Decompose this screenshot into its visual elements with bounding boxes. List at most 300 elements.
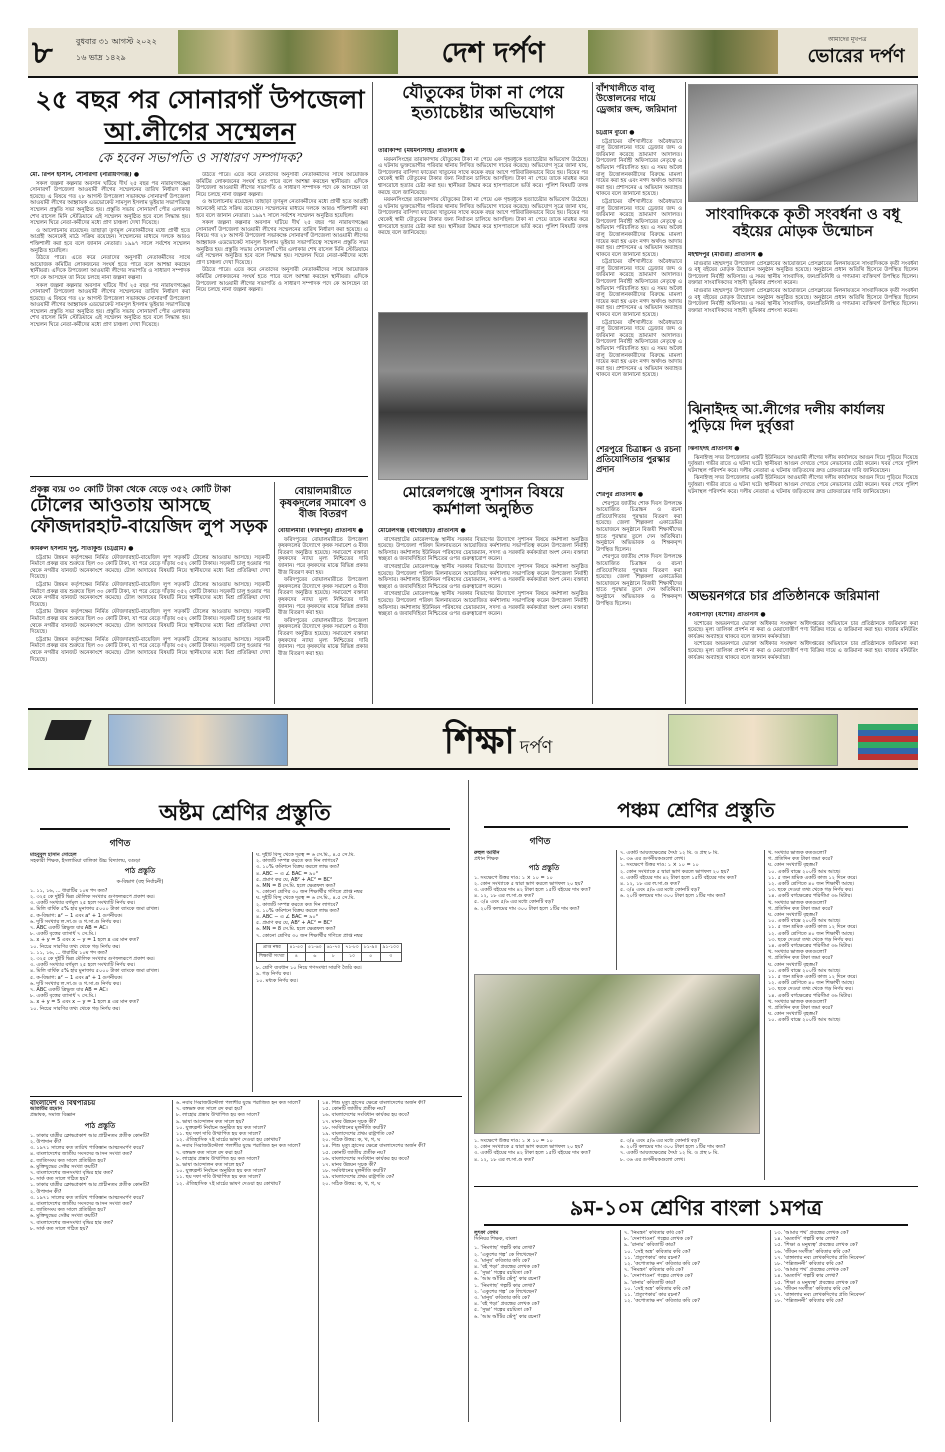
bangla-col2 <box>624 1230 768 1422</box>
table-cell: ৮১-৯০ <box>361 943 380 952</box>
question-item: ১১. ‘প্রত্যুপকার’ কার রচনা? <box>624 1254 681 1261</box>
question-item: ৬. MN = 8 সে.মি. হলে ক্ষেত্রফল কত? <box>256 883 336 890</box>
question-item: ৯. x + y = 5 এবং x − y = 1 হলে x এর মান কত? <box>30 937 139 944</box>
bangla-teacher: লুৎফা বেগম <box>474 1230 499 1236</box>
story1-paragraph: উঠতে পারে। এতে করে নেতাদের অনুসারী নেতাকর্মীদের সাথে আয়োজক কমিটির লোকজনের সংঘর্ষ হতে পারে বলে আশঙ্কা করছেন স্থানীয়রা। এদিকে উপজেলা আওয়ামী লীগের সভাপতি ও সাধারণ সম্পাদক পদে কে আসছেন তা নিয়ে চলছে নানা জল্পনা কল্পনা। <box>196 267 368 294</box>
story1-paragraph: সকল জল্পনা কল্পনার অবসান ঘটিয়ে দীর্ঘ ২৫ বছর পর নারায়ণগঞ্জের সোনারগাঁ উপজেলা আওয়ামী লীগের সম্মেলনের তারিখ নির্ধারণ করা হয়েছে। এ বিষয়ে গত ২৮ আগস্ট উপজেলা সভাকক্ষে সোনারগাঁ উপজেলা আওয়ামী লীগের আহ্বায়ক এডভোকেট সামসুল ইসলাম ভূইয়ার সভাপতিত্বে সম্মেলন প্রস্তুতি সভা অনুষ্ঠিত হয়। প্রস্তুতি সভায় সোনারগাঁ পৌর এলাকার শেখ রাসেল মিনি স্টেডিয়ামে এই সম্মেলন অনুষ্ঠিত হবে বলে সিদ্ধান্ত হয়। সম্মেলন ঘিরে নেতা-কর্মীদের মধ্যে প্রাণ চাঞ্চল্য দেখা দিয়েছে। <box>30 282 190 329</box>
question-item: ৪. মিলি বার্ষিক ৫% হার মুনাফায় ৫০০০ টাকা ব্যাংকে জমা রাখল। <box>30 968 160 975</box>
question-item: গ. প্রতিদিন কত টাকা জমা করে? <box>768 856 833 863</box>
question-item: ৪. ‘বই পড়া’ প্রবন্ধের লেখক কে? <box>474 1264 540 1271</box>
class5-below-photo <box>474 1138 760 1184</box>
question-item: ১৪. ‘মমতাদি’ গল্পটি কার লেখা? <box>774 1273 839 1280</box>
question-item: ১৫. কোনটি জাতীয় প্রতীক নয়? <box>322 1106 386 1113</box>
story8-headline: টোলের আওতায় আসছে ফৌজদারহাট-বায়েজিদ লুপ সড়ক <box>30 495 268 537</box>
story7-byline: শেরপুর প্রতিনিধি ● <box>596 492 644 498</box>
masthead-photo-strip-right <box>588 30 778 74</box>
story1-headline-2: আ.লীগের সম্মেলন <box>104 117 296 146</box>
story6-paragraph: যশোরের অভয়নগরে ভোক্তা অধিকার সংরক্ষণ অধিদপ্তরের অভিযানে চার প্রতিষ্ঠানকে জরিমানা করা হয়েছে। মূল্য তালিকা প্রদর্শন না করা ও মেয়াদোত্তীর্ণ পণ্য বিক্রির দায়ে এ জরিমানা করা হয়। বাজার মনিটরিং কার্যক্রম অব্যাহত থাকবে বলে জানান কর্মকর্তারা। <box>688 620 918 640</box>
question-item: ঘ. কোন সংখ্যাটি বৃহত্তম? <box>768 912 818 919</box>
question-item: ৩. একটি বইয়ের দাম ৪২ টাকা হলে ১৫টি বইয়ের দাম কত? <box>620 874 737 881</box>
class8-col-left <box>30 852 250 1092</box>
story9-paragraph: ফরিদপুরের বোয়ালমারীতে উপজেলা কৃষকদলের উদ্যোগে কৃষক সমাবেশ ও বীজ বিতরণ অনুষ্ঠিত হয়েছে। সমাবেশে বক্তারা কৃষকদের ন্যায্য মূল্য নিশ্চিতের দাবি জানান। পরে কৃষকদের মাঝে বিভিন্ন প্রকার বীজ বিতরণ করা হয়। <box>278 536 368 576</box>
table-cell: ৭১-৮০ <box>343 943 362 952</box>
question-item: ১৫. ‘শিক্ষা ও মনুষ্যত্ব’ প্রবন্ধের লেখক কে? <box>774 1242 858 1249</box>
bangla-title: ৯ম-১০ম শ্রেণির বাংলা ১মপত্র <box>569 1195 823 1220</box>
question-item: ৬. ২০টি কলমের দাম ৩০০ টাকা হলে ১টির দাম কত? <box>620 1144 726 1151</box>
banner-title <box>358 714 638 774</box>
class5-section-title: পাঠ প্রস্তুতি <box>528 864 560 873</box>
story4-byline: মহম্মদপুর (মাগুরা) প্রতিনিধি ● <box>688 252 763 258</box>
question-item: ঘ. কোন সংখ্যাটি বৃহত্তম? <box>768 961 818 968</box>
question-item: ৩. একটি বইয়ের দাম ৪২ টাকা হলে ১৫টি বইয়ের দাম কত? <box>474 1150 591 1157</box>
question-item: ১৫. কোনটি জাতীয় প্রতীক নয়? <box>322 1149 386 1156</box>
question-item: ৮. ‘দেনাপাওনা’ গল্পের লেখক কে? <box>624 1236 693 1243</box>
story1-paragraph: উঠতে পারে। এতে করে নেতাদের অনুসারী নেতাকর্মীদের সাথে আয়োজক কমিটির লোকজনের সংঘর্ষ হতে পারে বলে আশঙ্কা করছেন স্থানীয়রা। এদিকে উপজেলা আওয়ামী লীগের সভাপতি ও সাধারণ সম্পাদক পদে কে আসছেন তা নিয়ে চলছে নানা জল্পনা কল্পনা। <box>30 255 190 281</box>
marks-table <box>256 943 402 962</box>
question-item: গ. প্রতিদিন কত টাকা জমা করে? <box>768 955 833 962</box>
question-item: ৫. ৩/৪ এবং ৫/৬ এর মধ্যে কোনটি বড়? <box>620 1138 700 1144</box>
question-item: ২. উপাদান কী? <box>30 1188 62 1195</box>
question-item: ৩. ১০% কমিশনে বিক্রয় করলে লাভ কত? <box>256 864 340 871</box>
story1-paragraph: ও আলোচনায় রয়েছেন। তাছাড়া তৃণমূল নেতাকর্মীদের মধ্যে প্রার্থী হতে আগ্রহী অনেকেই মাঠে সক্রিয় রয়েছেন। সম্মেলনের মাধ্যমে দলকে আরও শক্তিশালী করা হবে বলে জানান নেতারা। ১৯৯৭ সালে সর্বশেষ সম্মেলন অনুষ্ঠিত হয়েছিল। <box>196 199 368 219</box>
class5-title: পঞ্চম শ্রেণির প্রস্তুতি <box>617 798 775 822</box>
question-item: ৭. ‘নিমন্ত্রণ’ কবিতার কবি কে? <box>624 1267 684 1274</box>
question-item: ২. ‘একুশের গল্প’ কে লিখেছেন? <box>474 1251 537 1258</box>
question-item: ৯. x + y = 5 এবং x − y = 1 হলে x এর মান কত? <box>30 999 139 1006</box>
class5-subject: গণিত <box>529 837 551 847</box>
divider <box>592 82 593 704</box>
story10-headline: মোরেলগঞ্জে সুশাসন বিষয়ে কর্মশালা অনুষ্ঠিত <box>402 483 564 519</box>
question-item: ১০. ‘সেই অস্ত্র’ কবিতার কবি কে? <box>624 1285 691 1292</box>
story9-byline: বোয়ালমারী (ফরিদপুর) প্রতিনিধি ● <box>278 528 364 534</box>
story3-paragraph: চট্টগ্রামের বাঁশখালীতে অবৈধভাবে বালু উত্তোলনের দায়ে ড্রেজার জব্দ ও জরিমানা করেছে ভ্রাম্যমাণ আদালত। উপজেলা নির্বাহী অফিসারের নেতৃত্বে এ অভিযান পরিচালিত হয়। এ সময় অবৈধ বালু উত্তোলনকারীদের বিরুদ্ধে মামলা দায়ের করা হয় এবং নগদ অর্থদণ্ড আদায় করা হয়। প্রশাসনের এ অভিযান অব্যাহত থাকবে বলে জানানো হয়েছে। <box>596 319 682 379</box>
banner-title-main: শিক্ষা <box>443 720 515 762</box>
question-item: ৭. ABC একটি ত্রিভুজ যার AB = AC। <box>30 925 108 932</box>
story6-body <box>688 612 918 704</box>
question-item: ৭. ABC একটি ত্রিভুজ যার AB = AC। <box>30 987 108 994</box>
class8-subject: গণিত <box>109 839 131 849</box>
table-cell: ৬ <box>306 953 325 962</box>
bangla-col1 <box>474 1230 618 1422</box>
question-item: ৪. ১২, ১৮ এর ল.সা.গু কত? <box>474 1156 534 1163</box>
question-item: ৪. মিলি বার্ষিক ৫% হার মুনাফায় ৫০০০ টাকা ব্যাংকে জমা রাখল। <box>30 906 160 913</box>
story7-paragraph: শেরপুরে জাতীয় শোক দিবস উপলক্ষে আয়োজিত চিত্রাঙ্কন ও রচনা প্রতিযোগিতার পুরস্কার বিতরণ করা হয়েছে। জেলা শিল্পকলা একাডেমির আয়োজনে অনুষ্ঠানে বিজয়ী শিক্ষার্থীদের হাতে পুরস্কার তুলে দেন অতিথিরা। অনুষ্ঠানে অভিভাবক ও শিক্ষকবৃন্দ উপস্থিত ছিলেন। <box>596 554 682 607</box>
question-item: ৬. ‘আম আঁটির ভেঁপু’ কার রচনা? <box>474 1313 541 1320</box>
question-item: ৬. ২০টি কলমের দাম ৩০০ টাকা হলে ১টির দাম কত? <box>474 905 580 912</box>
table-cell: ৬১-৭০ <box>324 943 343 952</box>
question-item: ১১. ছয় দফা দাবি উত্থাপিত হয় কত সালে? <box>176 1174 261 1181</box>
story1-paragraph: সকল জল্পনা কল্পনার অবসান ঘটিয়ে দীর্ঘ ২৫ বছর পর নারায়ণগঞ্জের সোনারগাঁ উপজেলা আওয়ামী লীগের সম্মেলনের তারিখ নির্ধারণ করা হয়েছে। এ বিষয়ে গত ২৮ আগস্ট উপজেলা সভাকক্ষে সোনারগাঁ উপজেলা আওয়ামী লীগের আহ্বায়ক এডভোকেট সামসুল ইসলাম ভূইয়ার সভাপতিত্বে সম্মেলন প্রস্তুতি সভা অনুষ্ঠিত হয়। প্রস্তুতি সভায় সোনারগাঁ পৌর এলাকার শেখ রাসেল মিনি স্টেডিয়ামে এই সম্মেলন অনুষ্ঠিত হবে বলে সিদ্ধান্ত হয়। সম্মেলন ঘিরে নেতা-কর্মীদের মধ্যে প্রাণ চাঞ্চল্য দেখা দিয়েছে। <box>196 220 368 266</box>
divider <box>172 1100 173 1422</box>
story5-byline: ঝিনাইদহ প্রতিনিধি ● <box>688 446 740 452</box>
question-item: ১. সংক্ষেপে উত্তর দাও: ১ × ১০ = ১০ <box>620 862 699 869</box>
table-row <box>257 953 402 962</box>
education-banner <box>28 708 918 770</box>
story1-headline-1: ২৫ বছর পর সোনারগাঁ উপজেলা <box>35 85 365 114</box>
question-item: ১৪. শিশু মৃত্যু হ্রাসের ক্ষেত্রে বাংলাদেশের অর্জন কী? <box>322 1100 426 1106</box>
story2-headline: যৌতুকের টাকা না পেয়ে হত্যাচেষ্টার অভিযোগ <box>402 83 564 123</box>
table-cell: শিক্ষার্থী সংখ্যা <box>257 953 288 962</box>
question-item: ঘ. কোন সংখ্যাটি বৃহত্তম? <box>768 1011 818 1018</box>
question-item: ৮. লাহোর প্রস্তাব উত্থাপিত হয় কত সালে? <box>176 1155 260 1162</box>
question-item: ৬. ২০টি কলমের দাম ৩০০ টাকা হলে ১টির দাম কত? <box>620 893 726 900</box>
bd-title: বাংলাদেশ ও বিশ্বপরিচয় <box>30 1100 96 1107</box>
workshop-photo <box>378 312 588 480</box>
question-item: ১৪. ‘মমতাদি’ গল্পটি কার লেখা? <box>774 1236 839 1243</box>
question-item: ২. ৩২৫ কে দুইটি ভিন্ন মৌলিক সংখ্যার গুণফলরূপে প্রকাশ কর। <box>30 894 155 901</box>
question-item: ৫. প্রমাণ কর যে, AB² + AC² = BC² <box>256 876 333 883</box>
question-item: ১৫. ‘শিক্ষা ও মনুষ্যত্ব’ প্রবন্ধের লেখক কে? <box>774 1279 858 1286</box>
question-item: ১. ‘নিমগাছ’ গল্পটি কার লেখা? <box>474 1282 536 1289</box>
question-item: ৫. ৩/৪ এবং ৫/৬ এর মধ্যে কোনটি বড়? <box>620 887 700 894</box>
question-item: ৩. একটি সংখ্যার বর্গমূল ২৫ হলে সংখ্যাটি নির্ণয় কর। <box>30 900 136 907</box>
story9-paragraph: ফরিদপুরের বোয়ালমারীতে উপজেলা কৃষকদলের উদ্যোগে কৃষক সমাবেশ ও বীজ বিতরণ অনুষ্ঠিত হয়েছে। সমাবেশে বক্তারা কৃষকদের ন্যায্য মূল্য নিশ্চিতের দাবি জানান। পরে কৃষকদের মাঝে বিভিন্ন প্রকার বীজ বিতরণ করা হয়। <box>278 577 368 617</box>
story3-paragraph: চট্টগ্রামের বাঁশখালীতে অবৈধভাবে বালু উত্তোলনের দায়ে ড্রেজার জব্দ ও জরিমানা করেছে ভ্রাম্যমাণ আদালত। উপজেলা নির্বাহী অফিসারের নেতৃত্বে এ অভিযান পরিচালিত হয়। এ সময় অবৈধ বালু উত্তোলনকারীদের বিরুদ্ধে মামলা দায়ের করা হয় এবং নগদ অর্থদণ্ড আদায় করা হয়। প্রশাসনের এ অভিযান অব্যাহত থাকবে বলে জানানো হয়েছে। <box>596 259 682 319</box>
story7-body <box>596 492 682 704</box>
question-item: ৮. ৩৬ এর গুণনীয়কগুলো লেখ। <box>620 856 686 863</box>
divider <box>30 1096 462 1097</box>
divider <box>252 852 253 1092</box>
class5-title-rule <box>484 826 908 828</box>
story7-paragraph: শেরপুরে জাতীয় শোক দিবস উপলক্ষে আয়োজিত চিত্রাঙ্কন ও রচনা প্রতিযোগিতার পুরস্কার বিতরণ করা হয়েছে। জেলা শিল্পকলা একাডেমির আয়োজনে অনুষ্ঠানে বিজয়ী শিক্ষার্থীদের হাতে পুরস্কার তুলে দেন অতিথিরা। অনুষ্ঠানে অভিভাবক ও শিক্ষকবৃন্দ উপস্থিত ছিলেন। <box>596 500 682 553</box>
class8-title-rule <box>40 828 450 830</box>
story3-body <box>596 130 682 440</box>
question-item: ১১. ৫ জন শ্রমিক একটি কাজ ১২ দিনে করে। <box>768 924 858 931</box>
story8-paragraph: চট্টগ্রাম উন্নয়ন কর্তৃপক্ষের নির্মিত ফৌজদারহাট-বায়েজিদ লুপ সড়কটি টোলের আওতায় আসছে। সড়কটি নির্মাণে প্রকল্প ব্যয় শুরুতে ছিল ৩০ কোটি টাকা, যা পরে বেড়ে দাঁড়ায় ৩৫২ কোটি টাকায়। সড়কটি চালু হওয়ার পর থেকে নগরীর যানজট অনেকাংশে কমেছে। টোল আদায়ের বিষয়টি নিয়ে স্থানীয়দের মধ্যে মিশ্র প্রতিক্রিয়া দেখা দিয়েছে। <box>30 554 270 581</box>
question-item: ১. ঢাকার যাত্রীর ক্লোভপ্রকাশ আর প্রাচীনতম প্রতীক কোনটি? <box>30 1132 150 1139</box>
story8-paragraph: চট্টগ্রাম উন্নয়ন কর্তৃপক্ষের নির্মিত ফৌজদারহাট-বায়েজিদ লুপ সড়কটি টোলের আওতায় আসছে। সড়কটি নির্মাণে প্রকল্প ব্যয় শুরুতে ছিল ৩০ কোটি টাকা, যা পরে বেড়ে দাঁড়ায় ৩৫২ কোটি টাকায়। সড়কটি চালু হওয়ার পর থেকে নগরীর যানজট অনেকাংশে কমেছে। টোল আদায়ের বিষয়টি নিয়ে স্থানীয়দের মধ্যে মিশ্র প্রতিক্রিয়া দেখা দিয়েছে। <box>30 581 270 608</box>
question-item: ১৩. ছকে দেওয়া তথ্য থেকে গড় নির্ণয় কর। <box>768 887 853 894</box>
question-item: ৪. ১২, ১৮ এর ল.সা.গু কত? <box>474 893 534 900</box>
story5-paragraph: ঝিনাইদহ সদর উপজেলার একটি ইউনিয়নে আওয়ামী লীগের দলীয় কার্যালয়ে আগুন দিয়ে পুড়িয়ে দিয়েছে দুর্বৃত্তরা। গভীর রাতে এ ঘটনা ঘটে। স্থানীয়রা আগুন দেখতে পেয়ে নেভানোর চেষ্টা করেন। খবর পেয়ে পুলিশ ঘটনাস্থল পরিদর্শন করে। দলীয় নেতারা এ ঘটনায় জড়িতদের দ্রুত গ্রেফতারের দাবি জানিয়েছেন। <box>688 454 918 474</box>
class5-col-mid <box>620 850 760 970</box>
divider <box>616 850 617 970</box>
story5-paragraph: ঝিনাইদহ সদর উপজেলার একটি ইউনিয়নে আওয়ামী লীগের দলীয় কার্যালয়ে আগুন দিয়ে পুড়িয়ে দিয়েছে দুর্বৃত্তরা। গভীর রাতে এ ঘটনা ঘটে। স্থানীয়রা আগুন দেখতে পেয়ে নেভানোর চেষ্টা করেন। খবর পেয়ে পুলিশ ঘটনাস্থল পরিদর্শন করে। দলীয় নেতারা এ ঘটনায় জড়িতদের দ্রুত গ্রেফতারের দাবি জানিয়েছেন। <box>688 475 918 495</box>
story3-headline: বাঁশখালীতে বালু উত্তোলনের দায়ে ড্রেজার জব্দ, জরিমানা <box>596 84 677 115</box>
story8-kicker: প্রকল্প ব্যয় ৩০ কোটি টাকা থেকে বেড়ে ৩৫২ কোটি টাকা <box>30 485 231 495</box>
question-item: ৯. ভাষা আন্দোলন কত সালে হয়? <box>176 1118 245 1125</box>
question-item: ৭. কোনো শ্রেণির ৩০ জন শিক্ষার্থীর গণিতে প্রাপ্ত নম্বর <box>256 889 363 896</box>
page-number: ৮ <box>32 33 53 71</box>
bd-school: প্রভাষক, সমাজ বিজ্ঞান <box>30 1112 76 1119</box>
question-item: ১০. মধ্যক নির্ণয় কর। <box>256 977 298 984</box>
question-item: ১৩. ‘আমার পথ’ প্রবন্ধের লেখক কে? <box>774 1230 849 1236</box>
question-item: খ. সংখ্যার ভাজক কতগুলো? <box>768 850 827 856</box>
question-item: ১২. একটি শ্রেণিতে ৪০ জন শিক্ষার্থী আছে। <box>768 930 855 937</box>
question-item: ১৮. ‘পল্লিজননী’ কবিতার কবি কে? <box>774 1298 844 1305</box>
question-item: ৮. একটি বৃত্তের ব্যাসার্ধ ৭ সে.মি.। <box>30 993 97 1000</box>
question-item: ৭. বাংলাদেশের জনসংখ্যা বৃদ্ধির হার কত? <box>30 1170 114 1177</box>
class5-teacher: রুহুল আমীন <box>474 850 500 856</box>
question-item: ১৩. ‘আমার পথ’ প্রবন্ধের লেখক কে? <box>774 1267 849 1274</box>
story1-paragraph: সকল জল্পনা কল্পনার অবসান ঘটিয়ে দীর্ঘ ২৫ বছর পর নারায়ণগঞ্জের সোনারগাঁ উপজেলা আওয়ামী লীগের সম্মেলনের তারিখ নির্ধারণ করা হয়েছে। এ বিষয়ে গত ২৮ আগস্ট উপজেলা সভাকক্ষে সোনারগাঁ উপজেলা আওয়ামী লীগের আহ্বায়ক এডভোকেট সামসুল ইসলাম ভূইয়ার সভাপতিত্বে সম্মেলন প্রস্তুতি সভা অনুষ্ঠিত হয়। প্রস্তুতি সভায় সোনারগাঁ পৌর এলাকার শেখ রাসেল মিনি স্টেডিয়ামে এই সম্মেলন অনুষ্ঠিত হবে বলে সিদ্ধান্ত হয়। সম্মেলন ঘিরে নেতা-কর্মীদের মধ্যে প্রাণ চাঞ্চল্য দেখা দিয়েছে। <box>30 180 190 227</box>
question-item: ২০. সঠিক উত্তর: ক, খ, গ, ঘ <box>322 1180 381 1187</box>
story8-paragraph: চট্টগ্রাম উন্নয়ন কর্তৃপক্ষের নির্মিত ফৌজদারহাট-বায়েজিদ লুপ সড়কটি টোলের আওতায় আসছে। সড়কটি নির্মাণে প্রকল্প ব্যয় শুরুতে ছিল ৩০ কোটি টাকা, যা পরে বেড়ে দাঁড়ায় ৩৫২ কোটি টাকায়। সড়কটি চালু হওয়ার পর থেকে নগরীর যানজট অনেকাংশে কমেছে। টোল আদায়ের বিষয়টি নিয়ে স্থানীয়দের মধ্যে মিশ্র প্রতিক্রিয়া দেখা দিয়েছে। <box>30 636 270 663</box>
masthead <box>28 28 918 78</box>
story8-paragraph: চট্টগ্রাম উন্নয়ন কর্তৃপক্ষের নির্মিত ফৌজদারহাট-বায়েজিদ লুপ সড়কটি টোলের আওতায় আসছে। সড়কটি নির্মাণে প্রকল্প ব্যয় শুরুতে ছিল ৩০ কোটি টাকা, যা পরে বেড়ে দাঁড়ায় ৩৫২ কোটি টাকায়। সড়কটি চালু হওয়ার পর থেকে নগরীর যানজট অনেকাংশে কমেছে। টোল আদায়ের বিষয়টি নিয়ে স্থানীয়দের মধ্যে মিশ্র প্রতিক্রিয়া দেখা দিয়েছে। <box>30 609 270 636</box>
question-item: ৯. ‘রানার’ কবিতাটি কার? <box>624 1242 676 1249</box>
question-item: ১১. ‘প্রত্যুপকার’ কার রচনা? <box>624 1292 681 1299</box>
question-item: ৫. ক-বিভাগ: a² − 1 এবং a² + 1 গুণনীয়ক। <box>30 912 123 919</box>
question-item: ৭. বঙ্গভঙ্গ কত সালে রদ করা হয়? <box>176 1149 243 1156</box>
question-item: ১৬. বাংলাদেশের সংবিধান কার্যকর হয় কবে? <box>322 1155 410 1162</box>
question-item: খ. সংখ্যার ভাজক কতগুলো? <box>768 998 827 1005</box>
question-item: ১২. একটি শ্রেণিতে ৪০ জন শিক্ষার্থী আছে। <box>768 881 855 888</box>
divider <box>620 1230 621 1422</box>
table-cell: ৫ <box>361 953 380 962</box>
question-item: খ. সংখ্যার ভাজক কতগুলো? <box>768 899 827 906</box>
question-item: ৪. বাংলাদেশের জাতীয় সংসদের আসন সংখ্যা কত? <box>30 1201 133 1208</box>
question-item: ১০. একটি বাক্সে ২০০টি আম আছে। <box>768 1017 841 1024</box>
question-item: গ. প্রতিদিন কত টাকা জমা করে? <box>768 905 833 912</box>
table-cell: প্রাপ্ত নম্বর <box>257 943 288 952</box>
story6-headline: অভয়নগরে চার প্রতিষ্ঠানকে জরিমানা <box>688 589 880 604</box>
story9-paragraph: ফরিদপুরের বোয়ালমারীতে উপজেলা কৃষকদলের উদ্যোগে কৃষক সমাবেশ ও বীজ বিতরণ অনুষ্ঠিত হয়েছে। সমাবেশে বক্তারা কৃষকদের ন্যায্য মূল্য নিশ্চিতের দাবি জানান। পরে কৃষকদের মাঝে বিভিন্ন প্রকার বীজ বিতরণ করা হয়। <box>278 617 368 657</box>
bangla-title-rule <box>484 1224 908 1226</box>
question-item: ৪. ABC − এ ∠ BAC = ৯০° <box>256 870 319 877</box>
bd-col2 <box>176 1100 316 1422</box>
table-cell: ৯১-১০০ <box>380 943 402 952</box>
question-item: ২. কাজটি সম্পন্ন করতে কত দিন লাগবে? <box>256 901 339 908</box>
date-line-1: বুধবার ৩১ আগস্ট ২০২২ <box>76 37 157 46</box>
story10-body <box>378 528 588 704</box>
question-item: ১২. ‘কপোতাক্ষ নদ’ কবিতার কবি কে? <box>624 1261 700 1268</box>
story8-body <box>30 546 270 706</box>
bd-teacher: আতাউর রহমান <box>30 1106 63 1113</box>
question-item: ৬. দুটি সংখ্যার ল.সা.গু ও গ.সা.গু নির্ণয় কর। <box>30 980 121 987</box>
table-cell: ৪১-৫০ <box>287 943 306 952</box>
story1-paragraph: ও আলোচনায় রয়েছেন। তাছাড়া তৃণমূল নেতাকর্মীদের মধ্যে প্রার্থী হতে আগ্রহী অনেকেই মাঠে সক্রিয় রয়েছেন। সম্মেলনের মাধ্যমে দলকে আরও শক্তিশালী করা হবে বলে জানান নেতারা। ১৯৯৭ সালে সর্বশেষ সম্মেলন অনুষ্ঠিত হয়েছিল। <box>30 227 190 254</box>
question-item: ১২. ঐতিহাসিক ৭ই মার্চের ভাষণ দেওয়া হয় কোথায়? <box>176 1180 281 1187</box>
question-item: ১০. যুক্তফ্রন্ট নির্বাচন অনুষ্ঠিত হয় কত সালে? <box>176 1168 266 1175</box>
story3-paragraph: চট্টগ্রামের বাঁশখালীতে অবৈধভাবে বালু উত্তোলনের দায়ে ড্রেজার জব্দ ও জরিমানা করেছে ভ্রাম্যমাণ আদালত। উপজেলা নির্বাহী অফিসারের নেতৃত্বে এ অভিযান পরিচালিত হয়। এ সময় অবৈধ বালু উত্তোলনকারীদের বিরুদ্ধে মামলা দায়ের করা হয় এবং নগদ অর্থদণ্ড আদায় করা হয়। প্রশাসনের এ অভিযান অব্যাহত থাকবে বলে জানানো হয়েছে। <box>596 198 682 258</box>
story2-paragraph: ময়মনসিংহের তারাকান্দায় যৌতুকের টাকা না পেয়ে এক গৃহবধূকে হত্যাচেষ্টার অভিযোগ উঠেছে। এ ঘটনায় ভুক্তভোগীর পরিবার থানায় লিখিত অভিযোগ দায়ের করেছে। অভিযোগ সূত্রে জানা যায়, উপজেলার বাসিন্দা ফাতেমা খাতুনের সাথে কয়েক বছর আগে পারিবারিকভাবে বিয়ে হয়। বিয়ের পর থেকেই স্বামী যৌতুকের টাকার জন্য নির্যাতন চালিয়ে আসছিল। টাকা না পেয়ে তাকে মারধর করে শ্বাসরোধে হত্যার চেষ্টা করা হয়। স্থানীয়রা উদ্ধার করে হাসপাতালে ভর্তি করে। পুলিশ বিষয়টি তদন্ত করছে বলে জানিয়েছে। <box>378 156 588 196</box>
question-item: ৫. জাতিসংঘ কত সালে প্রতিষ্ঠিত হয়? <box>30 1207 106 1214</box>
question-item: ৬. MN = 8 সে.মি. হলে ক্ষেত্রফল কত? <box>256 926 336 933</box>
question-item: ৫. প্রমাণ কর যে, AB² + AC² = BC² <box>256 920 333 927</box>
table-row <box>257 943 402 952</box>
question-item: ৪. ABC − এ ∠ BAC = ৯০° <box>256 914 319 921</box>
story3-byline: চট্টগ্রাম ব্যুরো ● <box>596 130 635 136</box>
question-item: ঘ. কোন সংখ্যাটি বৃহত্তম? <box>768 862 818 869</box>
question-item: ৩. ‘মানুষ’ কবিতার কবি কে? <box>474 1257 530 1264</box>
divider <box>372 82 373 704</box>
story9-headline: বোয়ালমারীতে কৃষকদলের সমাবেশ ও বীজ বিতরণ <box>279 486 367 520</box>
section-title: দেশ দর্পণ <box>441 36 545 69</box>
story9-body <box>278 528 368 704</box>
question-item: ৮. ৩৬ এর গুণনীয়কগুলো লেখ। <box>620 1156 686 1163</box>
story10-byline: মোরেলগঞ্জ (বাগেরহাট) প্রতিনিধি ● <box>378 528 466 534</box>
question-item: গ. প্রতিদিন কত টাকা জমা করে? <box>768 1005 833 1012</box>
divider <box>770 1230 771 1422</box>
story2-paragraph: ময়মনসিংহের তারাকান্দায় যৌতুকের টাকা না পেয়ে এক গৃহবধূকে হত্যাচেষ্টার অভিযোগ উঠেছে। এ ঘটনায় ভুক্তভোগীর পরিবার থানায় লিখিত অভিযোগ দায়ের করেছে। অভিযোগ সূত্রে জানা যায়, উপজেলার বাসিন্দা ফাতেমা খাতুনের সাথে কয়েক বছর আগে পারিবারিকভাবে বিয়ে হয়। বিয়ের পর থেকেই স্বামী যৌতুকের টাকার জন্য নির্যাতন চালিয়ে আসছিল। টাকা না পেয়ে তাকে মারধর করে শ্বাসরোধে হত্যার চেষ্টা করা হয়। স্থানীয়রা উদ্ধার করে হাসপাতালে ভর্তি করে। পুলিশ বিষয়টি তদন্ত করছে বলে জানিয়েছে। <box>378 197 588 237</box>
question-item: ১৬. বাংলাদেশের সংবিধান কার্যকর হয় কবে? <box>322 1112 410 1119</box>
question-item: ৯. ‘রানার’ কবিতাটি কার? <box>624 1279 676 1286</box>
divider <box>318 1100 319 1422</box>
question-item: ৭. বঙ্গভঙ্গ কত সালে রদ করা হয়? <box>176 1106 243 1113</box>
question-item: ১৭. মানব উন্নয়ন সূচক কী? <box>322 1162 377 1169</box>
question-item: ২. কাজটি সম্পন্ন করতে কত দিন লাগবে? <box>256 858 339 865</box>
question-item: ৮. শ্রেণি ব্যবধান ১০ নিয়ে গণসংখ্যা সারণি তৈরি কর। <box>256 965 362 972</box>
question-item: ৩. ‘মানুষ’ কবিতার কবি কে? <box>474 1295 530 1302</box>
brand-tagline: আমাদের মূখপত্র <box>828 36 867 43</box>
question-item: ঘ. দুইটি বিন্দু থেকে দূরত্ব = ৬ সে.মি., ৪.৫ সে.মি. <box>256 895 355 902</box>
story10-paragraph: বাগেরহাটের মোরেলগঞ্জে স্থানীয় সরকার বিভাগের উদ্যোগে সুশাসন বিষয়ে কর্মশালা অনুষ্ঠিত হয়েছে। উপজেলা পরিষদ মিলনায়তনে আয়োজিত কর্মশালায় সভাপতিত্ব করেন উপজেলা নির্বাহী অফিসার। কর্মশালায় ইউনিয়ন পরিষদের চেয়ারম্যান, সদস্য ও সরকারি কর্মকর্তারা অংশ নেন। বক্তারা স্বচ্ছতা ও জবাবদিহিতা নিশ্চিতের ওপর গুরুত্বারোপ করেন। <box>378 536 588 563</box>
question-item: ১৮. সংবিধানের মূলনীতি কয়টি? <box>322 1124 386 1131</box>
class8-col-right <box>256 852 464 1092</box>
bd-col3 <box>322 1100 462 1422</box>
question-item: ৭. একটি আয়তক্ষেত্রের দৈর্ঘ্য ১২ মি. ও প্রস্থ ৮ মি. <box>620 850 719 856</box>
question-item: ১৪. একটি বর্গক্ষেত্রের পরিসীমা ৩৬ মিটার। <box>768 943 852 950</box>
story4-paragraph: মাগুরার মহম্মদপুর উপজেলা প্রেসক্লাবের আয়োজনে প্রেসক্লাবের মিলনায়তনে সাংবাদিককে কৃতী সংবর্ধনা ও বধূ বইয়ের মোড়ক উন্মোচন অনুষ্ঠান অনুষ্ঠিত হয়েছে। অনুষ্ঠানে প্রধান অতিথি হিসেবে উপস্থিত ছিলেন উপজেলা নির্বাহী অফিসার। এ সময় স্থানীয় সাংবাদিক, জনপ্রতিনিধি ও গণ্যমান্য ব্যক্তিবর্গ উপস্থিত ছিলেন। বক্তারা সাংবাদিকদের সাহসী ভূমিকার প্রশংসা করেন। <box>688 287 918 314</box>
question-item: ১. সংক্ষেপে উত্তর দাও: ১ × ১০ = ১০ <box>474 1138 553 1144</box>
story1-paragraph: উঠতে পারে। এতে করে নেতাদের অনুসারী নেতাকর্মীদের সাথে আয়োজক কমিটির লোকজনের সংঘর্ষ হতে পারে বলে আশঙ্কা করছেন স্থানীয়রা। এদিকে উপজেলা আওয়ামী লীগের সভাপতি ও সাধারণ সম্পাদক পদে কে আসছেন তা নিয়ে চলছে নানা জল্পনা কল্পনা। <box>196 172 368 198</box>
question-item: ১৭. মানব উন্নয়ন সূচক কী? <box>322 1118 377 1125</box>
question-item: ৮. লাহোর প্রস্তাব উত্থাপিত হয় কত সালে? <box>176 1112 260 1119</box>
question-item: ১০. ‘সেই অস্ত্র’ কবিতার কবি কে? <box>624 1248 691 1255</box>
divider <box>30 476 368 477</box>
question-item: ৮. সার্ক কত সালে গঠিত হয়? <box>30 1225 89 1232</box>
question-item: ৬. মুক্তিযুদ্ধের সেক্টর সংখ্যা কয়টি? <box>30 1163 98 1170</box>
date-line-2: ১৬ ভাদ্র ১৪২৯ <box>76 53 126 62</box>
question-item: ৩. ১০% কমিশনে বিক্রয় করলে লাভ কত? <box>256 907 340 914</box>
question-item: ১৭. ‘বাঙ্গালার নব্য লেখকদিগের প্রতি নিবেদন’ <box>774 1292 866 1299</box>
class5-col-left <box>474 850 614 970</box>
story1-subhead: কে হবেন সভাপতি ও সাধারণ সম্পাদক? <box>97 151 303 166</box>
story2-body <box>378 148 588 308</box>
question-item: ১৭. ‘বাঙ্গালার নব্য লেখকদিগের প্রতি নিবেদন’ <box>774 1254 866 1261</box>
question-item: ১. সংক্ষেপে উত্তর দাও: ১ × ১০ = ১০ <box>474 874 553 881</box>
story7-headline: শেরপুরে চিত্রাঙ্কন ও রচনা প্রতিযোগিতার পুরস্কার প্রদান <box>596 445 682 475</box>
question-item: ৬. দুটি সংখ্যার ল.সা.গু ও গ.সা.গু নির্ণয় কর। <box>30 918 121 925</box>
question-item: ১১. ছয় দফা দাবি উত্থাপিত হয় কত সালে? <box>176 1131 261 1138</box>
story5-body <box>688 446 918 586</box>
question-item: ৬. নবাব সিরাজউদ্দৌলা পলাশীর যুদ্ধে পরাজিত হন কত সালে? <box>176 1100 301 1106</box>
question-item: ১৮. ‘পল্লিজননী’ কবিতার কবি কে? <box>774 1261 844 1268</box>
question-item: ১৮. সংবিধানের মূলনীতি কয়টি? <box>322 1168 386 1175</box>
question-item: ১. ‘নিমগাছ’ গল্পটি কার লেখা? <box>474 1245 536 1252</box>
bangla-col3 <box>774 1230 918 1422</box>
question-item: ১. ঢাকার যাত্রীর ক্লোভপ্রকাশ আর প্রাচীনতম প্রতীক কোনটি? <box>30 1182 150 1189</box>
question-item: ৬. ‘আম আঁটির ভেঁপু’ কার রচনা? <box>474 1276 541 1283</box>
question-item: ১২. ঐতিহাসিক ৭ই মার্চের ভাষণ দেওয়া হয় কোথায়? <box>176 1137 281 1144</box>
story1-byline: মো. রিপন হাসান, সোনারগাঁ (নারায়ণগঞ্জ) ● <box>30 172 140 178</box>
divider <box>474 1186 918 1187</box>
question-item: ১. ১১, ১৬, ... ধারাটির ১০ম পদ কত? <box>30 887 108 894</box>
story1-body-col2 <box>196 172 368 472</box>
question-item: ১১. ৫ জন শ্রমিক একটি কাজ ১২ দিনে করে। <box>768 974 858 981</box>
classroom-photo <box>474 974 760 1134</box>
question-item: ২০. সঠিক উত্তর: ক, খ, গ, ঘ <box>322 1137 381 1144</box>
question-item: ১৬. ‘জীবন সংগীত’ কবিতার কবি কে? <box>774 1285 851 1292</box>
class5-col-right <box>768 850 918 1180</box>
question-item: ৩. একটি বইয়ের দাম ৪২ টাকা হলে ১৫টি বইয়ের দাম কত? <box>474 887 591 894</box>
question-item: ৬. নবাব সিরাজউদ্দৌলা পলাশীর যুদ্ধে পরাজিত হন কত সালে? <box>176 1143 301 1150</box>
story1-body-col1 <box>30 172 190 472</box>
question-item: ৭. একটি আয়তক্ষেত্রের দৈর্ঘ্য ১২ মি. ও প্রস্থ ৮ মি. <box>620 1150 719 1157</box>
question-item: ১০. একটি বাক্সে ২০০টি আম আছে। <box>768 918 841 925</box>
table-cell: ৩ <box>380 953 402 962</box>
question-item: ২. কোন সংখ্যাকে ৫ দ্বারা ভাগ করলে ভাগফল ২০ হয়? <box>474 880 584 887</box>
question-item: ১. ১১, ১৬, ... ধারাটির ১০ম পদ কত? <box>30 949 108 956</box>
question-item: ৫. জাতিসংঘ কত সালে প্রতিষ্ঠিত হয়? <box>30 1157 106 1164</box>
banner-title-sub: দর্পণ <box>519 737 553 758</box>
question-item: ৭. ‘নিমন্ত্রণ’ কবিতার কবি কে? <box>624 1230 684 1236</box>
question-item: ঘ. দুইটি বিন্দু থেকে দূরত্ব = ৬ সে.মি., ৪.৫ সে.মি. <box>256 852 355 858</box>
table-cell: ৮ <box>324 953 343 962</box>
brand-logo: ভোরের দর্পণ <box>807 45 905 67</box>
question-item: ৩. ১৯৭১ সালের কত তারিখ পাকিস্তান আত্মসমর্পণ করে? <box>30 1145 144 1152</box>
question-item: ৪. ‘বই পড়া’ প্রবন্ধের লেখক কে? <box>474 1301 540 1308</box>
story5-headline: ঝিনাইদহ আ.লীগের দলীয় কার্যালয় পুড়িয়ে দিল দুর্বৃত্তরা <box>688 402 885 435</box>
table-cell: ৫১-৬০ <box>306 943 325 952</box>
bd-col1 <box>30 1100 170 1422</box>
question-item: ১৬. ‘জীবন সংগীত’ কবিতার কবি কে? <box>774 1248 851 1255</box>
story6-byline: নওয়াপাড়া (যশোর) প্রতিনিধি ● <box>688 612 766 618</box>
divider <box>685 82 686 704</box>
banner-graduation-cap-icon <box>44 720 91 740</box>
question-item: ৭. কোনো শ্রেণির ৩০ জন শিক্ষার্থীর গণিতে প্রাপ্ত নম্বর <box>256 932 363 939</box>
class5-school: প্রধান শিক্ষক <box>474 856 499 863</box>
question-item: ৯. ভাষা আন্দোলন কত সালে হয়? <box>176 1162 245 1169</box>
bangla-school: সিনিয়র শিক্ষক, বাংলা <box>474 1236 518 1243</box>
ceremony-photo <box>688 84 918 202</box>
class8-title: অষ্টম শ্রেণির প্রস্তুতি <box>159 800 331 826</box>
question-item: ৮. ‘দেনাপাওনা’ গল্পের লেখক কে? <box>624 1273 693 1280</box>
table-cell: ১০ <box>343 953 362 962</box>
question-item: ১৩. ছকে দেওয়া তথ্য থেকে গড় নির্ণয় কর। <box>768 936 853 943</box>
story10-paragraph: বাগেরহাটের মোরেলগঞ্জে স্থানীয় সরকার বিভাগের উদ্যোগে সুশাসন বিষয়ে কর্মশালা অনুষ্ঠিত হয়েছে। উপজেলা পরিষদ মিলনায়তনে আয়োজিত কর্মশালায় সভাপতিত্ব করেন উপজেলা নির্বাহী অফিসার। কর্মশালায় ইউনিয়ন পরিষদের চেয়ারম্যান, সদস্য ও সরকারি কর্মকর্তারা অংশ নেন। বক্তারা স্বচ্ছতা ও জবাবদিহিতা নিশ্চিতের ওপর গুরুত্বারোপ করেন। <box>378 563 588 590</box>
story4-body <box>688 252 918 392</box>
story10-paragraph: বাগেরহাটের মোরেলগঞ্জে স্থানীয় সরকার বিভাগের উদ্যোগে সুশাসন বিষয়ে কর্মশালা অনুষ্ঠিত হয়েছে। উপজেলা পরিষদ মিলনায়তনে আয়োজিত কর্মশালায় সভাপতিত্ব করেন উপজেলা নির্বাহী অফিসার। কর্মশালায় ইউনিয়ন পরিষদের চেয়ারম্যান, সদস্য ও সরকারি কর্মকর্তারা অংশ নেন। বক্তারা স্বচ্ছতা ও জবাবদিহিতা নিশ্চিতের ওপর গুরুত্বারোপ করেন। <box>378 591 588 618</box>
question-item: ১৪. শিশু মৃত্যু হ্রাসের ক্ষেত্রে বাংলাদেশের অর্জন কী? <box>322 1143 426 1150</box>
question-item: ৮. একটি বৃত্তের ব্যাসার্ধ ৭ সে.মি.। <box>30 931 97 938</box>
question-item: ১৩. ছকে দেওয়া তথ্য থেকে গড় নির্ণয় কর। <box>768 986 853 993</box>
question-item: ২. ‘একুশের গল্প’ কে লিখেছেন? <box>474 1288 537 1295</box>
question-item: ১০. নিচের সারণির তথ্য থেকে গড় নির্ণয় কর। <box>30 943 121 950</box>
question-item: ৫. ক-বিভাগ: a² − 1 এবং a² + 1 গুণনীয়ক। <box>30 974 123 981</box>
question-item: ২. ৩২৫ কে দুইটি ভিন্ন মৌলিক সংখ্যার গুণফলরূপে প্রকাশ কর। <box>30 956 155 963</box>
story3-paragraph: চট্টগ্রামের বাঁশখালীতে অবৈধভাবে বালু উত্তোলনের দায়ে ড্রেজার জব্দ ও জরিমানা করেছে ভ্রাম্যমাণ আদালত। উপজেলা নির্বাহী অফিসারের নেতৃত্বে এ অভিযান পরিচালিত হয়। এ সময় অবৈধ বালু উত্তোলনকারীদের বিরুদ্ধে মামলা দায়ের করা হয় এবং নগদ অর্থদণ্ড আদায় করা হয়। প্রশাসনের এ অভিযান অব্যাহত থাকবে বলে জানানো হয়েছে। <box>596 138 682 198</box>
question-item: ১০. যুক্তফ্রন্ট নির্বাচন অনুষ্ঠিত হয় কত সালে? <box>176 1124 266 1131</box>
class8-teacher: মাহবুবুল হাসান সোহেল <box>30 852 77 858</box>
banner-students-photo-left <box>108 714 288 766</box>
question-item: ৫. ৩/৪ এবং ৫/৬ এর মধ্যে কোনটি বড়? <box>474 899 554 906</box>
question-item: ১০. একটি বাক্সে ২০০টি আম আছে। <box>768 868 841 875</box>
question-item: ১০. একটি বাক্সে ২০০টি আম আছে। <box>768 967 841 974</box>
divider <box>468 780 469 1422</box>
question-item: ২. উপাদান কী? <box>30 1139 62 1146</box>
class8-sub-title: ক-বিভাগ (বহু নির্বাচনী) <box>116 878 164 885</box>
question-item: ৮. সার্ক কত সালে গঠিত হয়? <box>30 1176 89 1183</box>
question-item: খ. সংখ্যার ভাজক কতগুলো? <box>768 949 827 956</box>
question-item: ২. কোন সংখ্যাকে ৫ দ্বারা ভাগ করলে ভাগফল ২০ হয়? <box>474 1144 584 1151</box>
question-item: ৯. গড় নির্ণয় কর। <box>256 971 291 978</box>
story6-paragraph: যশোরের অভয়নগরে ভোক্তা অধিকার সংরক্ষণ অধিদপ্তরের অভিযানে চার প্রতিষ্ঠানকে জরিমানা করা হয়েছে। মূল্য তালিকা প্রদর্শন না করা ও মেয়াদোত্তীর্ণ পণ্য বিক্রির দায়ে এ জরিমানা করা হয়। বাজার মনিটরিং কার্যক্রম অব্যাহত থাকবে বলে জানান কর্মকর্তারা। <box>688 641 918 661</box>
divider <box>764 850 765 1180</box>
question-item: ১৪. একটি বর্গক্ষেত্রের পরিসীমা ৩৬ মিটার। <box>768 992 852 999</box>
masthead-photo-strip-left <box>178 30 398 74</box>
story4-headline: সাংবাদিককে কৃতী সংবর্ধনা ও বধূ বইয়ের মোড়ক উন্মোচন <box>706 205 900 241</box>
question-item: ১১. ৫ জন শ্রমিক একটি কাজ ১২ দিনে করে। <box>768 874 858 881</box>
story8-byline: কামরুল ইসলাম দুলু, সীতাকুন্ড (চট্টগ্রাম) ● <box>30 546 134 552</box>
question-item: ৬. মুক্তিযুদ্ধের সেক্টর সংখ্যা কয়টি? <box>30 1213 98 1220</box>
question-item: ৭. বাংলাদেশের জনসংখ্যা বৃদ্ধির হার কত? <box>30 1219 114 1226</box>
question-item: ৫. ‘সুভা’ গল্পের রচয়িতা কে? <box>474 1307 532 1314</box>
question-item: ১২. একটি শ্রেণিতে ৪০ জন শিক্ষার্থী আছে। <box>768 980 855 987</box>
question-item: ৩. ১৯৭১ সালের কত তারিখ পাকিস্তান আত্মসমর্পণ করে? <box>30 1194 144 1201</box>
question-item: ৪. ১২, ১৮ এর ল.সা.গু কত? <box>620 881 680 888</box>
